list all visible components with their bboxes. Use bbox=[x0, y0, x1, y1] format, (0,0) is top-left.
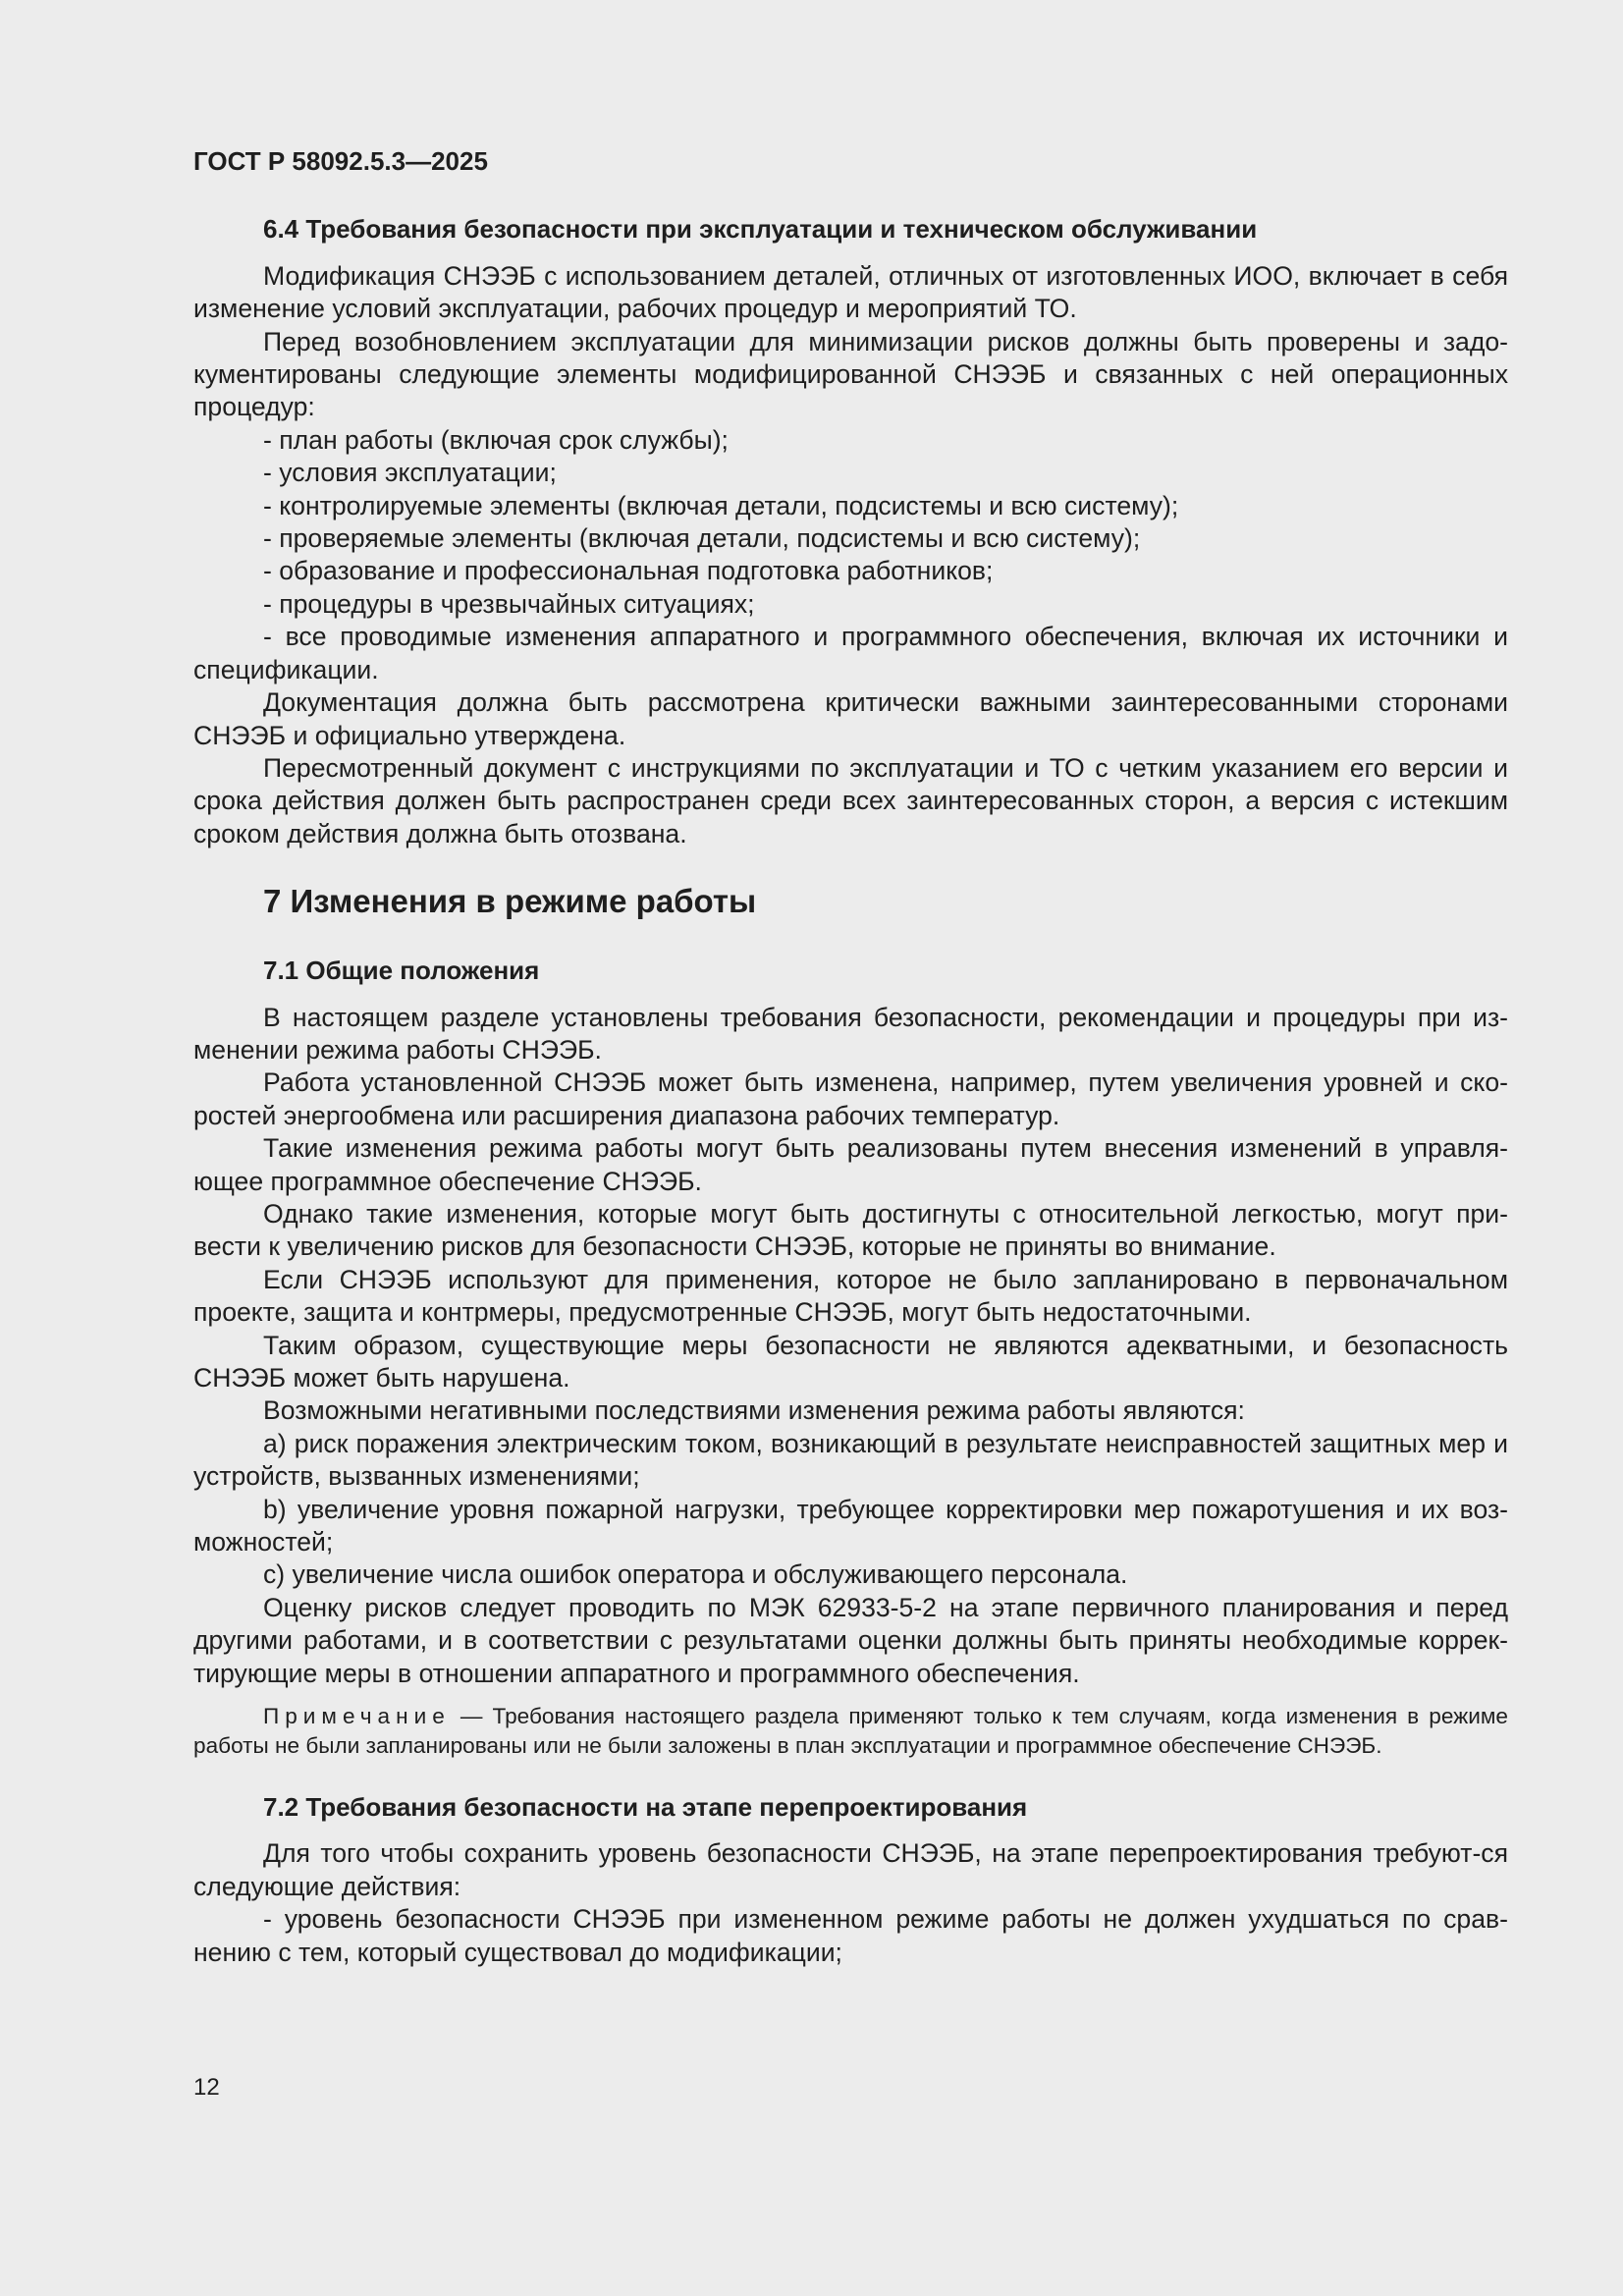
paragraph: Такие изменения режима работы могут быть реализованы путем внесения изменений в управля-ющее программное обеспечение СНЭЭБ. bbox=[193, 1133, 1508, 1196]
paragraph: Для того чтобы сохранить уровень безопасности СНЭЭБ, на этапе перепроектирования требуют-ся следующие действия: bbox=[193, 1838, 1508, 1901]
paragraph: В настоящем разделе установлены требования безопасности, рекомендации и процедуры при из-менении режима работы СНЭЭБ. bbox=[193, 1002, 1508, 1065]
document-page bbox=[193, 145, 1508, 1969]
section-6-4-title: 6.4 Требования безопасности при эксплуатации и техническом обслуживании bbox=[263, 214, 1258, 245]
list-item: a) риск поражения электрическим током, возникающий в результате неисправностей защитных мер и устройств, вызванных изменениями; bbox=[193, 1428, 1508, 1492]
note bbox=[193, 1702, 1508, 1760]
paragraph: Возможными негативными последствиями изменения режима работы являются: bbox=[263, 1395, 1245, 1426]
list-item: - проверяемые элементы (включая детали, подсистемы и всю систему); bbox=[263, 523, 1141, 554]
paragraph: Перед возобновлением эксплуатации для минимизации рисков должны быть проверены и задо-кументированы следующие элементы модифицированной СНЭЭБ и связанных с ней операционных процедур: bbox=[193, 326, 1508, 422]
document-id-header: ГОСТ Р 58092.5.3—2025 bbox=[193, 146, 488, 176]
page-number: 12 bbox=[193, 2074, 220, 2101]
list-item: - контролируемые элементы (включая детали, подсистемы и всю систему); bbox=[263, 490, 1179, 520]
list-item: - условия эксплуатации; bbox=[263, 458, 557, 488]
list-item: b) увеличение уровня пожарной нагрузки, требующее корректировки мер пожаротушения и их воз-можностей; bbox=[193, 1494, 1508, 1558]
note-text: — Требования настоящего раздела применяют только к тем случаям, когда изменения в режиме работы не были запланированы или не были заложены в план эксплуатации и программное обеспечение СНЭЭБ. bbox=[193, 1704, 1508, 1758]
list-item: - уровень безопасности СНЭЭБ при измененном режиме работы не должен ухудшаться по срав-нению с тем, который существовал до модификации; bbox=[193, 1904, 1508, 1967]
section-7-2-title: 7.2 Требования безопасности на этапе перепроектирования bbox=[263, 1792, 1028, 1823]
list-item: - процедуры в чрезвычайных ситуациях; bbox=[263, 588, 755, 619]
list-item: - план работы (включая срок службы); bbox=[263, 424, 729, 455]
section-7-title: 7 Изменения в режиме работы bbox=[263, 883, 757, 920]
list-item: - образование и профессиональная подготовка работников; bbox=[263, 556, 994, 586]
list-item: c) увеличение числа ошибок оператора и обслуживающего персонала. bbox=[263, 1559, 1128, 1590]
note-label: Примечание bbox=[263, 1704, 451, 1729]
paragraph: Пересмотренный документ с инструкциями по эксплуатации и ТО с четким указанием его версии и срока действия должен быть распространен среди всех заинтересованных сторон, а версия с истекшим сроком действия должна быть отозвана. bbox=[193, 752, 1508, 848]
paragraph: Работа установленной СНЭЭБ может быть изменена, например, путем увеличения уровней и ско-ростей энергообмена или расширения диапазона рабочих температур. bbox=[193, 1067, 1508, 1130]
paragraph: Модификация СНЭЭБ с использованием деталей, отличных от изготовленных ИОО, включает в себя изменение условий эксплуатации, рабочих процедур и мероприятий ТО. bbox=[193, 260, 1508, 324]
paragraph: Если СНЭЭБ используют для применения, которое не было запланировано в первоначальном проекте, защита и контрмеры, предусмотренные СНЭЭБ, могут быть недостаточными. bbox=[193, 1264, 1508, 1328]
paragraph: Оценку рисков следует проводить по МЭК 62933-5-2 на этапе первичного планирования и перед другими работами, и в соответствии с результатами оценки должны быть приняты необходимые коррек-тирующие меры в отношении аппаратного и программного обеспечения. bbox=[193, 1592, 1508, 1688]
paragraph: Документация должна быть рассмотрена критически важными заинтересованными сторонами СНЭЭБ и официально утверждена. bbox=[193, 687, 1508, 750]
paragraph: Однако такие изменения, которые могут быть достигнуты с относительной легкостью, могут при-вести к увеличению рисков для безопасности СНЭЭБ, которые не приняты во внимание. bbox=[193, 1198, 1508, 1262]
paragraph: Таким образом, существующие меры безопасности не являются адекватными, и безопасность СНЭЭБ может быть нарушена. bbox=[193, 1330, 1508, 1393]
section-7-1-title: 7.1 Общие положения bbox=[263, 956, 540, 986]
list-item: - все проводимые изменения аппаратного и программного обеспечения, включая их источники и спецификации. bbox=[193, 622, 1508, 684]
